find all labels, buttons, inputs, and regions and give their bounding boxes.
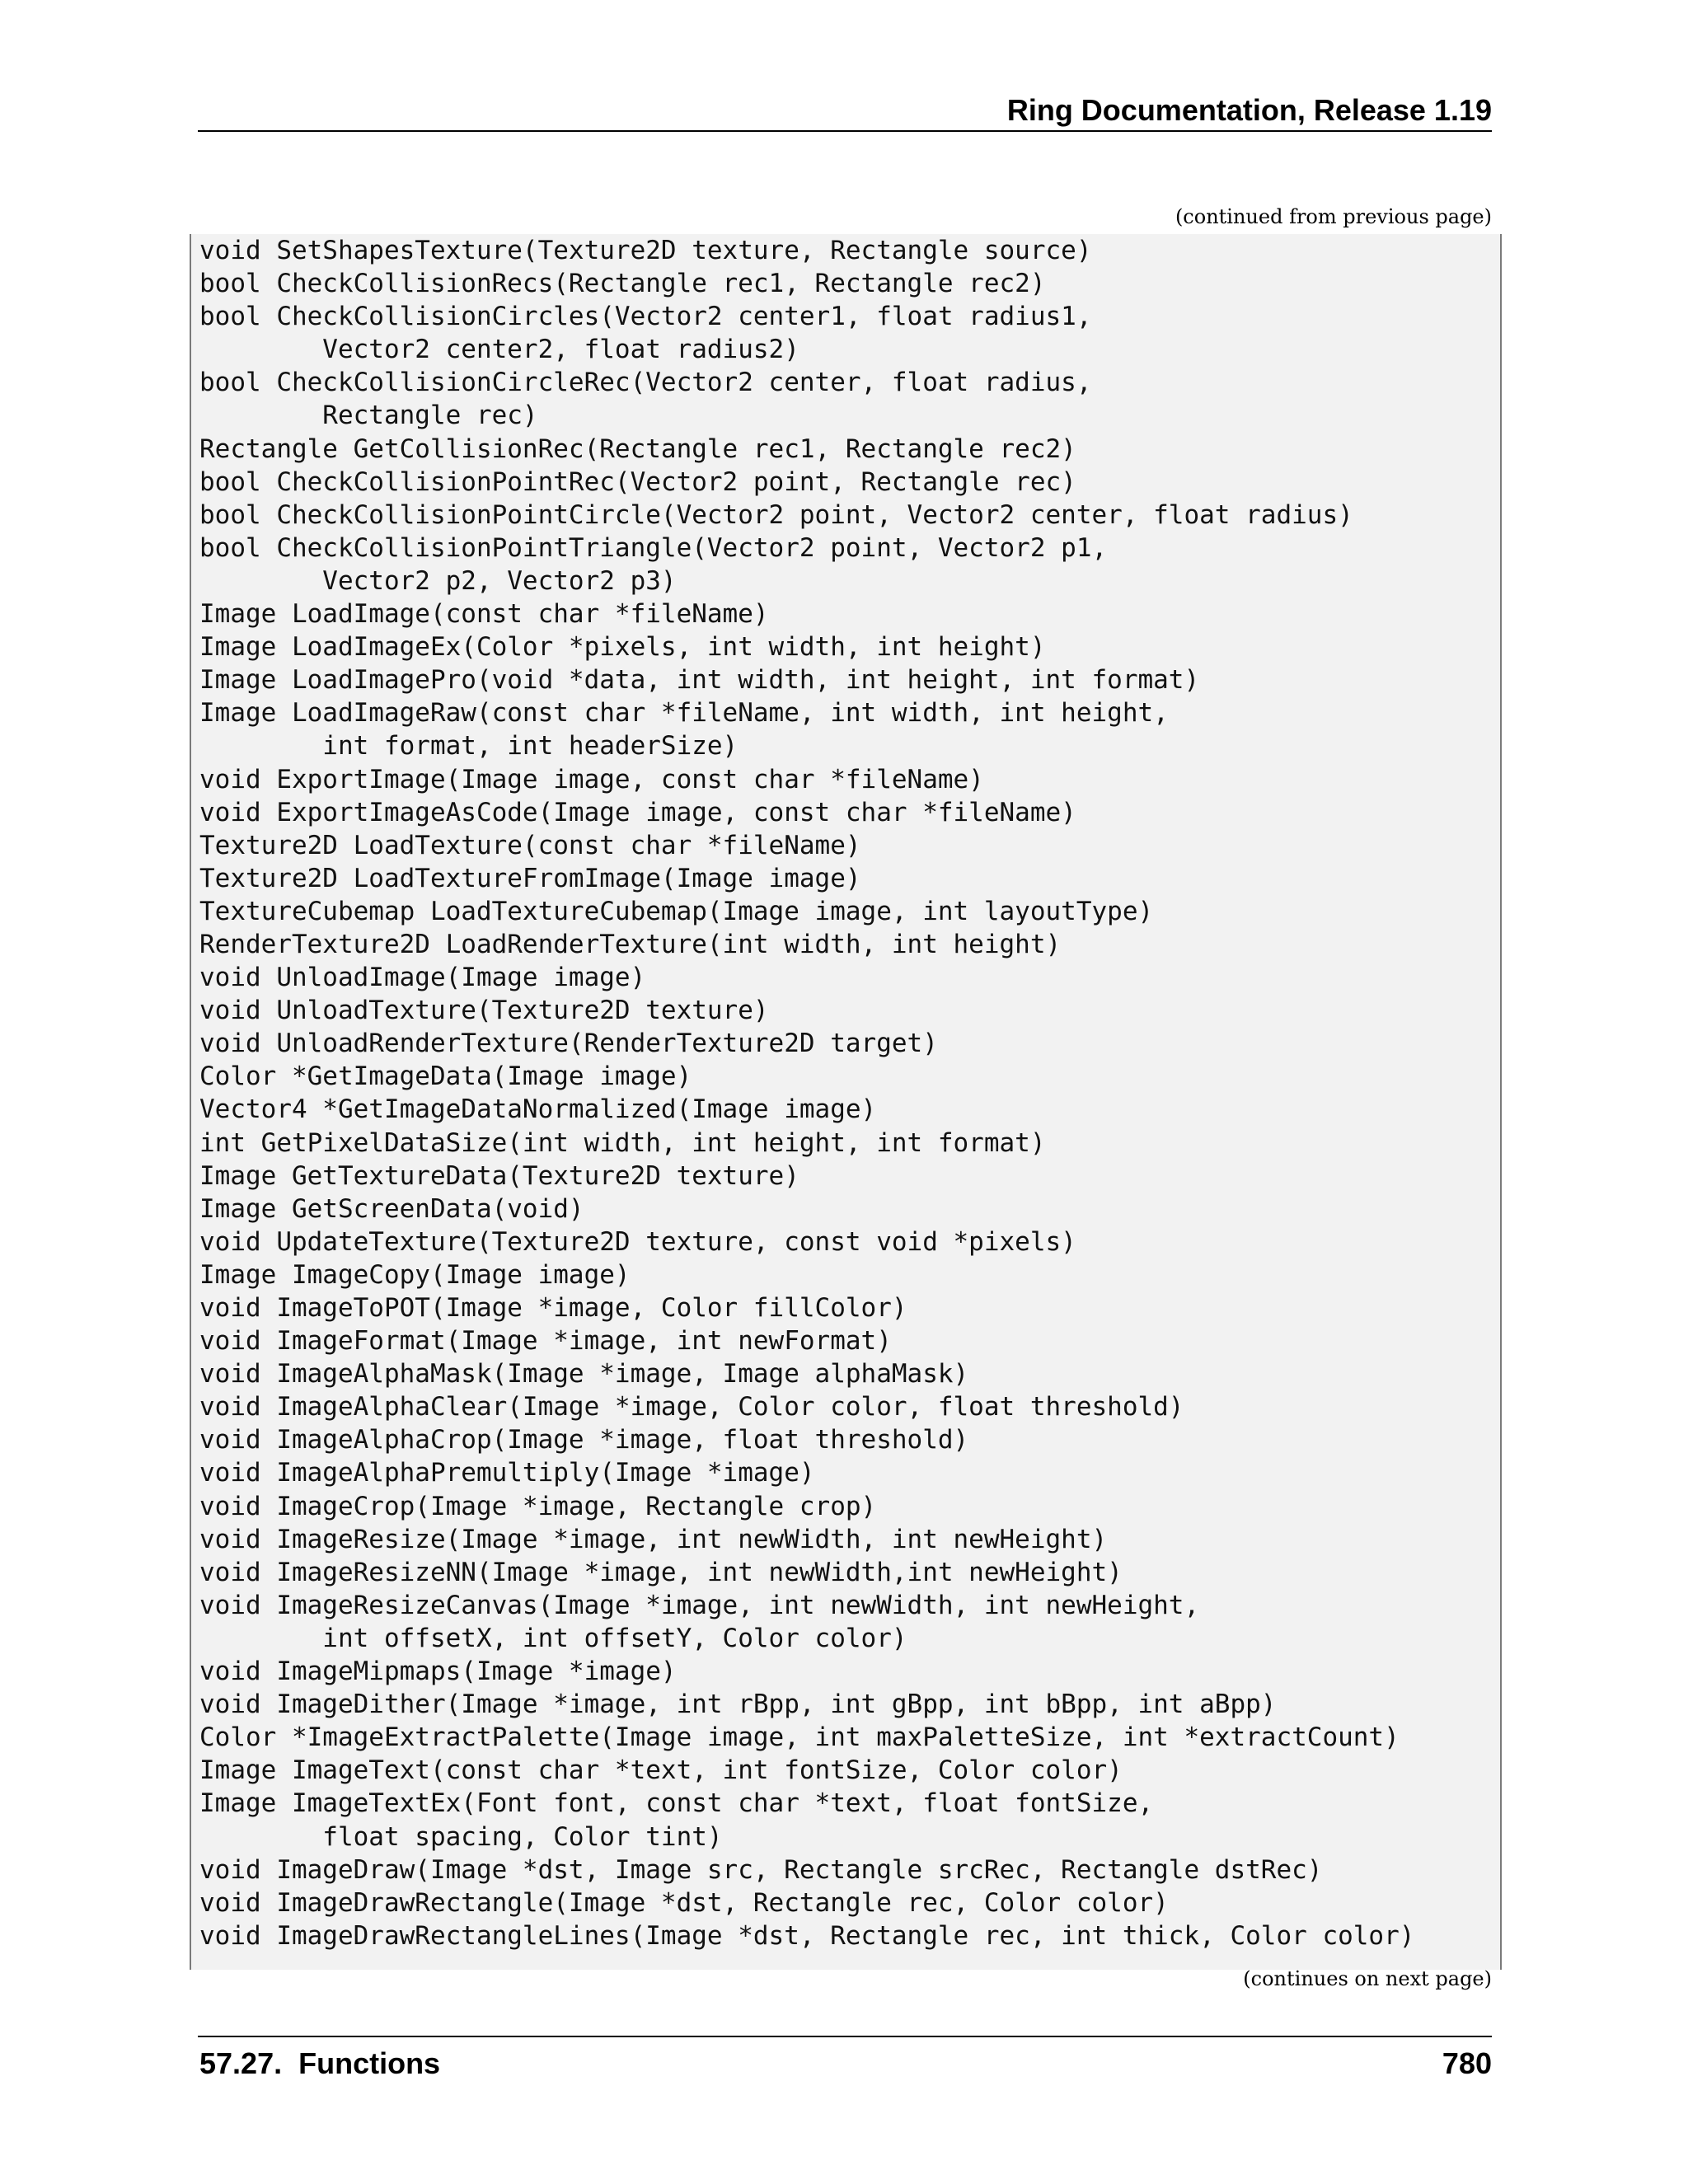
code-line: bool CheckCollisionPointRec(Vector2 point, Rectangle rec) xyxy=(199,466,1076,497)
code-line: void ImageResize(Image *image, int newWidth, int newHeight) xyxy=(199,1524,1108,1554)
code-line: void ImageCrop(Image *image, Rectangle crop) xyxy=(199,1491,877,1521)
code-line: void ImageDrawRectangleLines(Image *dst, Rectangle rec, int thick, Color color) xyxy=(199,1920,1415,1951)
code-line: void ImageDraw(Image *dst, Image src, Rectangle srcRec, Rectangle dstRec) xyxy=(199,1854,1323,1885)
code-line: Image LoadImagePro(void *data, int width, int height, int format) xyxy=(199,665,1200,696)
code-line: Image GetScreenData(void) xyxy=(199,1193,584,1224)
code-line: void ImageAlphaCrop(Image *image, float threshold) xyxy=(199,1425,969,1455)
code-line: void UnloadRenderTexture(RenderTexture2D target) xyxy=(199,1029,938,1059)
code-line: void UnloadImage(Image image) xyxy=(199,963,646,993)
code-line: Image ImageTextEx(Font font, const char *text, float fontSize, xyxy=(199,1788,1154,1819)
code-line: Color *GetImageData(Image image) xyxy=(199,1062,692,1092)
code-line: void UnloadTexture(Texture2D texture) xyxy=(199,996,769,1026)
code-line: void ImageMipmaps(Image *image) xyxy=(199,1657,677,1687)
code-line: Rectangle GetCollisionRec(Rectangle rec1, Rectangle rec2) xyxy=(199,434,1076,464)
code-line: int offsetX, int offsetY, Color color) xyxy=(199,1623,907,1653)
code-line: bool CheckCollisionCircles(Vector2 center1, float radius1, xyxy=(199,302,1092,332)
code-line: void ImageAlphaClear(Image *image, Color color, float threshold) xyxy=(199,1392,1184,1422)
running-header-title: Ring Documentation, Release 1.19 xyxy=(1006,93,1492,127)
footer-divider xyxy=(198,2036,1492,2037)
code-line: Image ImageText(const char *text, int fontSize, Color color) xyxy=(199,1755,1123,1786)
code-line: void ImageDrawRectangle(Image *dst, Rectangle rec, Color color) xyxy=(199,1887,1169,1918)
code-line: int format, int headerSize) xyxy=(199,731,738,762)
code-line: int GetPixelDataSize(int width, int height, int format) xyxy=(199,1127,1046,1158)
footer-section-title: 57.27. Functions xyxy=(199,2046,441,2080)
code-line: void ImageFormat(Image *image, int newFormat) xyxy=(199,1326,892,1357)
code-line: void UpdateTexture(Texture2D texture, const void *pixels) xyxy=(199,1226,1076,1257)
code-line: bool CheckCollisionRecs(Rectangle rec1, Rectangle rec2) xyxy=(199,269,1046,299)
continued-from-note: (continued from previous page) xyxy=(1175,205,1492,228)
code-line: float spacing, Color tint) xyxy=(199,1821,723,1852)
code-line: void ImageDither(Image *image, int rBpp, int gBpp, int bBpp, int aBpp) xyxy=(199,1690,1277,1720)
code-line: Image GetTextureData(Texture2D texture) xyxy=(199,1160,799,1191)
code-line: void ImageResizeNN(Image *image, int newWidth,int newHeight) xyxy=(199,1557,1123,1587)
code-lines xyxy=(199,234,1414,1952)
code-line: void ExportImageAsCode(Image image, const char *fileName) xyxy=(199,797,1076,827)
code-line: Image LoadImageRaw(const char *fileName, int width, int height, xyxy=(199,698,1169,729)
code-line: void SetShapesTexture(Texture2D texture, Rectangle source) xyxy=(199,236,1092,265)
code-line: void ExportImage(Image image, const char *fileName) xyxy=(199,764,984,794)
code-line: TextureCubemap LoadTextureCubemap(Image image, int layoutType) xyxy=(199,896,1154,926)
code-line: Texture2D LoadTextureFromImage(Image image) xyxy=(199,863,861,893)
code-line: Vector2 center2, float radius2) xyxy=(199,335,799,365)
code-line: bool CheckCollisionPointTriangle(Vector2 point, Vector2 p1, xyxy=(199,532,1108,563)
code-line: Rectangle rec) xyxy=(199,401,538,431)
code-block xyxy=(190,234,1502,1970)
code-line: Vector4 *GetImageDataNormalized(Image image) xyxy=(199,1094,877,1125)
code-line: Image ImageCopy(Image image) xyxy=(199,1259,631,1290)
code-line: bool CheckCollisionCircleRec(Vector2 center, float radius, xyxy=(199,368,1092,398)
code-line: Color *ImageExtractPalette(Image image, int maxPaletteSize, int *extractCount) xyxy=(199,1722,1400,1753)
code-line: Vector2 p2, Vector2 p3) xyxy=(199,565,677,596)
code-line: Texture2D LoadTexture(const char *fileName) xyxy=(199,830,861,860)
code-line: void ImageToPOT(Image *image, Color fillColor) xyxy=(199,1293,907,1323)
header-divider xyxy=(198,130,1492,132)
code-line: Image LoadImage(const char *fileName) xyxy=(199,599,769,630)
code-line: RenderTexture2D LoadRenderTexture(int width, int height) xyxy=(199,929,1062,959)
code-line: void ImageAlphaMask(Image *image, Image alphaMask) xyxy=(199,1359,969,1390)
code-line: void ImageAlphaPremultiply(Image *image) xyxy=(199,1458,815,1488)
code-line: bool CheckCollisionPointCircle(Vector2 point, Vector2 center, float radius) xyxy=(199,499,1353,530)
continues-on-note: (continues on next page) xyxy=(1243,1967,1492,1990)
code-line: Image LoadImageEx(Color *pixels, int width, int height) xyxy=(199,632,1046,663)
code-line: void ImageResizeCanvas(Image *image, int newWidth, int newHeight, xyxy=(199,1590,1200,1620)
page-number: 780 xyxy=(1442,2046,1492,2080)
